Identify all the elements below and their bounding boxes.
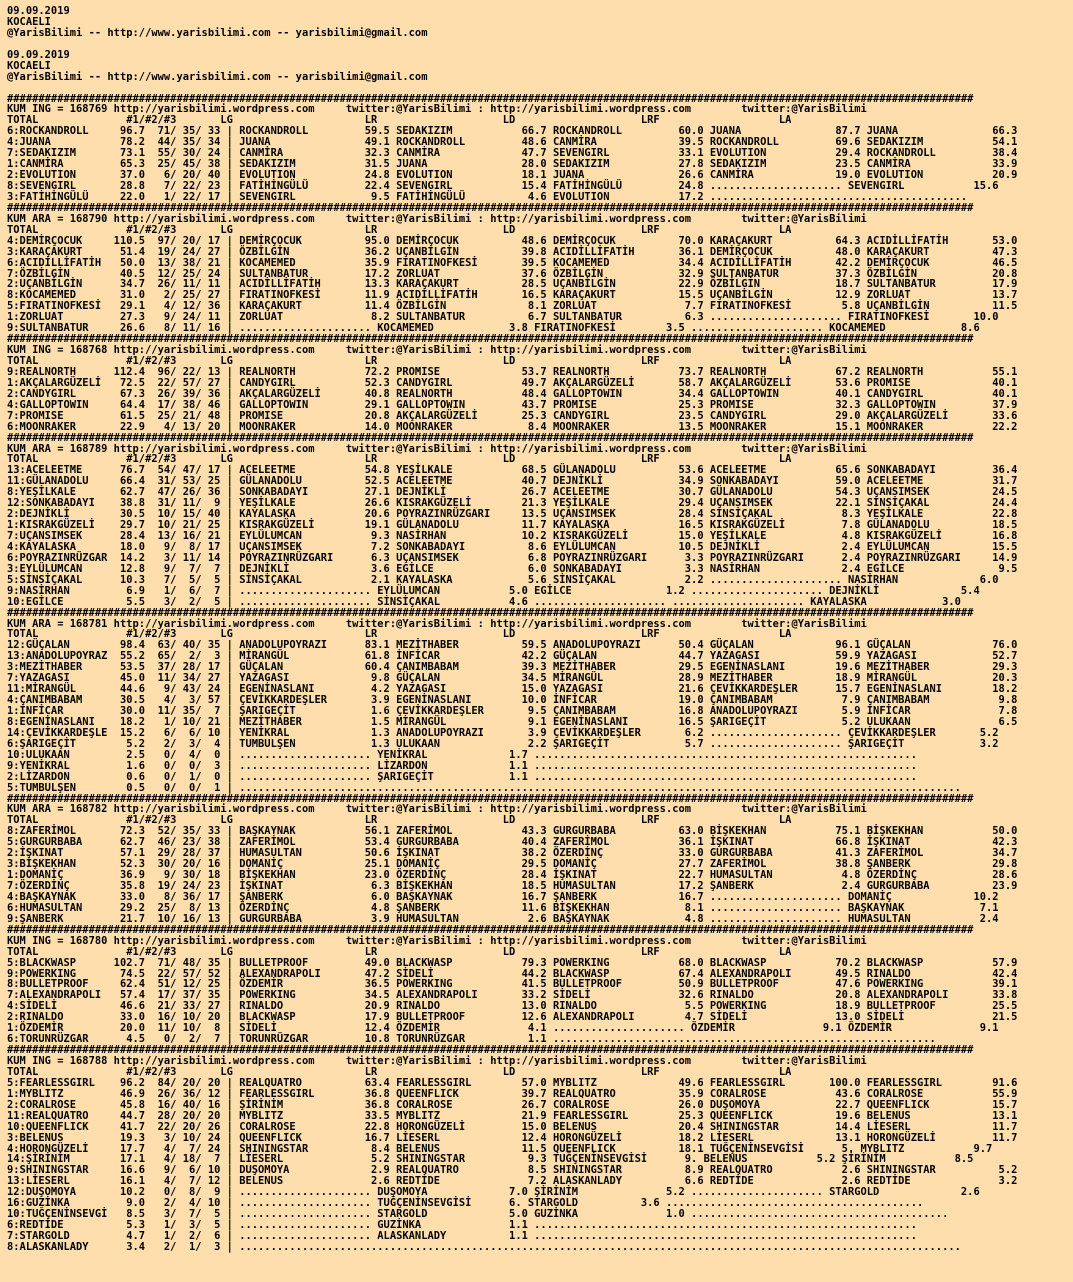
result-row: 3:EYLÜLUMCAN 12.8 9/ 7/ 7 | DEJNİKLİ 3.6 EGİLCE 6.0 SONKABADAYI 3.3 NASİRHAN 2.4 EGİLCE 9.5 [7, 562, 1018, 575]
column-header: TOTAL #1/#2/#3 LG LR LD LRF LA [7, 945, 792, 958]
result-row: 7:YAZAGASI 45.0 11/ 34/ 27 | YAZAGASI 9.8 GÜÇALAN 34.5 MİRANGÜL 28.9 MEZİTHABER 18.9 MİRANGÜL 20.3 [7, 672, 1018, 685]
blank-line [7, 39, 1017, 50]
result-row: 12:GÜÇALAN 98.4 63/ 40/ 35 | ANADOLUPOYRAZI 83.1 MEZİTHABER 59.5 ANADOLUPOYRAZI 50.4 GÜÇALAN 96.1 GÜÇALAN 76.0 [7, 639, 1018, 652]
result-row: 8:EGENİNASLANI 18.2 1/ 10/ 21 | MEZİTHABER 1.5 MİRANGÜL 9.1 EGENİNASLANI 16.5 ŞARIGEÇİT 5.2 ULUKAAN 6.5 [7, 715, 1018, 728]
result-row: 10:TUĞÇENİNSEVGİ 8.5 3/ 7/ 5 | ..................... STARGOLD 5.0 GUZİNKA 1.0 ......................................... [7, 1208, 949, 1221]
result-row: 7:PROMISE 61.5 25/ 21/ 48 | PROMISE 20.8 AKÇALARGÜZELİ 25.3 CANDYGIRL 23.5 CANDYGIRL 29.0 AKÇALARGÜZELİ 33.6 [7, 409, 1018, 422]
result-row: 6:REDTİDE 5.3 1/ 3/ 5 | ..................... GUZİNKA 1.1 ............................................................. [7, 1219, 917, 1232]
result-row: 13:ACELEETME 76.7 54/ 47/ 17 | ACELEETME 54.8 YEŞİLKALE 68.5 GÜLANADOLU 53.6 ACELEETME 65.6 SONKABADAYI 36.4 [7, 464, 1018, 477]
result-row: 2:UÇANBİLGİN 34.7 26/ 11/ 11 | ACIDİLLİFATİH 13.3 KARAÇAKURT 28.5 UÇANBİLGİN 22.9 ÖZBİLGİN 18.7 SULTANBATUR 17.9 [7, 278, 1018, 291]
result-row: 3:MEZİTHABER 53.5 37/ 28/ 17 | GÜÇALAN 60.4 ÇANIMBABAM 39.3 MEZİTHABER 29.5 EGENİNASLANI 19.6 MEZİTHABER 29.3 [7, 661, 1018, 674]
column-header: TOTAL #1/#2/#3 LG LR LD LRF LA [7, 628, 792, 641]
column-header: TOTAL #1/#2/#3 LG LR LD LRF LA [7, 453, 792, 466]
result-row: 7:STARGOLD 4.7 1/ 2/ 6 | ..................... ALASKANLADY 1.1 ............................................................. [7, 1230, 917, 1242]
result-row: 9:ŞANBERK 21.7 10/ 16/ 13 | GURGURBABA 3.9 HUMASULTAN 2.6 BAŞKAYNAK 4.8 ..................... HUMASULTAN 2.4 [7, 912, 999, 925]
result-row: 1:CANMİRA 65.3 25/ 45/ 38 | SEDAKIZIM 31.5 JUANA 28.0 SEDAKIZIM 27.8 SEDAKIZIM 23.5 CANMİRA 33.9 [7, 158, 1018, 171]
result-row: 5:TUMBULŞEN 0.5 0/ 0/ 1 | ................................................................................................................... [7, 781, 961, 794]
result-row: 6:MOONRAKER 22.9 4/ 13/ 20 | MOONRAKER 14.0 MOONRAKER 8.4 MOONRAKER 13.5 MOONRAKER 15.1 MOONRAKER 22.2 [7, 420, 1018, 433]
result-row: 2:LİZARDON 0.6 0/ 1/ 0 | ..................... ŞARIGEÇİT 1.1 ............................................................. [7, 770, 917, 783]
section-divider: ########################################################################################################################################################## [7, 606, 974, 619]
result-row: 5:SİNSİÇAKAL 10.3 7/ 5/ 5 | SİNSİÇAKAL 2.1 KAYALASKA 5.6 SİNSİÇAKAL 2.2 ..................... NASİRHAN 6.0 [7, 573, 999, 586]
result-row: 3:BELENUS 19.3 3/ 10/ 24 | QUEENFLICK 16.7 LİESERL 12.4 HORONGÜZELİ 18.2 LİESERL 13.1 HORONGÜZELİ 11.7 [7, 1131, 1018, 1144]
column-header: TOTAL #1/#2/#3 LG LR LD LRF LA [7, 355, 792, 367]
result-row: 1:İNFİCAR 30.0 11/ 35/ 7 | ŞARIGEÇİT 1.6 ÇEVİKKARDEŞLER 9.5 ÇANIMBABAM 16.8 ANADOLUPOYRAZI 5.9 İNFİCAR 7.8 [7, 705, 1018, 717]
result-row: 7:SEDAKIZIM 73.1 55/ 30/ 24 | CANMİRA 32.3 CANMİRA 47.7 SEVENGIRL 33.1 EVOLUTION 29.4 ROCKANDROLL 38.4 [7, 147, 1018, 160]
result-row: 5:FEARLESSGIRL 96.2 84/ 20/ 20 | REALQUATRO 63.4 FEARLESSGIRL 57.0 MYBLITZ 49.6 FEARLESSGIRL 100.0 FEARLESSGIRL 91.6 [7, 1076, 1018, 1089]
result-row: 7:UÇANSIMSEK 28.4 13/ 16/ 21 | EYLÜLUMCAN 9.3 NASİRHAN 10.2 KISRAKGÜZELİ 15.0 YEŞİLKALE 4.8 KISRAKGÜZELİ 16.8 [7, 530, 1018, 542]
result-row: 10:ULUKAAN 2.5 0/ 4/ 0 | ..................... YENİKRAL 1.7 ............................................................. [7, 748, 917, 761]
result-row: 10:QUEENFLICK 41.7 22/ 20/ 26 | CORALROSE 22.8 HORONGÜZELİ 15.0 BELENUS 20.4 SHININGSTAR 14.4 LİESERL 11.7 [7, 1120, 1018, 1133]
result-row: 2:CANDYGIRL 67.3 26/ 39/ 36 | AKÇALARGÜZELİ 40.8 REALNORTH 48.4 GALLOPTOWIN 34.4 GALLOPTOWIN 40.1 CANDYGIRL 40.1 [7, 387, 1018, 400]
result-row: 2:RINALDO 33.0 16/ 10/ 20 | BLACKWASP 17.9 BULLETPROOF 12.6 ALEXANDRAPOLI 4.7 SİDELİ 13.0 SİDELİ 21.5 [7, 1011, 1018, 1024]
result-row: 5:GURGURBABA 62.7 46/ 23/ 38 | ZAFERİMOL 53.4 GURGURBABA 40.4 ZAFERİMOL 36.1 İŞKINAT 66.8 İŞKINAT 42.3 [7, 836, 1018, 849]
result-row: 9:SULTANBATUR 26.6 8/ 11/ 16 | ..................... KOCAMEMED 3.8 FIRATINOFKESİ 3.5 ..................... KOCAMEMED 8.6 [7, 322, 980, 335]
result-row: 1:MYBLITZ 46.9 26/ 36/ 12 | FEARLESSGIRL 36.8 QUEENFLICK 39.7 REALQUATRO 35.9 CORALROSE 43.6 CORALROSE 55.9 [7, 1087, 1018, 1100]
race-header: KUM ARA = 168782 http://yarisbilimi.wordpress.com twitter:@YarisBilimi : http://yarisbilimi.wordpress.com twitter:@YarisBilimi [7, 803, 867, 816]
result-row: 12:DUŞOMOYA 10.2 0/ 8/ 9 | ..................... DUŞOMOYA 7.0 ŞİRİNİM 5.2 ..................... STARGOLD 2.6 [7, 1186, 980, 1199]
text-line: KOCAELI [7, 59, 51, 72]
section-divider: ########################################################################################################################################################## [7, 333, 974, 346]
column-header: TOTAL #1/#2/#3 LG LR LD LRF LA [7, 1065, 792, 1078]
text-line: 09.09.2019 [7, 48, 70, 61]
text-line: KOCAELI [7, 15, 51, 28]
result-row: 8:BULLETPROOF 62.4 51/ 12/ 25 | ÖZDEMİR 36.5 POWERKING 41.5 BULLETPROOF 50.9 BULLETPROOF 47.6 POWERKING 39.1 [7, 978, 1018, 991]
result-row: 1:ÖZDEMİR 20.0 11/ 10/ 8 | SİDELİ 12.4 ÖZDEMİR 4.1 ..................... ÖZDEMİR 9.1 ÖZDEMİR 9.1 [7, 1022, 999, 1035]
result-row: 8:KOCAMEMED 31.0 2/ 25/ 27 | FIRATINOFKESİ 11.9 ACIDİLLİFATİH 16.5 KARAÇAKURT 15.5 UÇANBİLGİN 12.9 ZORLUAT 13.7 [7, 289, 1018, 302]
result-row: 4:JUANA 78.2 44/ 35/ 34 | JUANA 49.1 ROCKANDROLL 48.6 CANMİRA 39.5 ROCKANDROLL 69.6 SEDAKIZIM 54.1 [7, 136, 1018, 149]
text-line: @YarisBilimi -- http://www.yarisbilimi.com -- yarisbilimi@gmail.com [7, 70, 428, 83]
result-row: 1:AKÇALARGÜZELİ 72.5 22/ 57/ 27 | CANDYGIRL 52.3 CANDYGIRL 49.7 AKÇALARGÜZELİ 58.7 AKÇALARGÜZELİ 53.6 PROMISE 40.1 [7, 376, 1018, 389]
result-row: 12:SONKABADAYI 38.8 31/ 11/ 9 | YEŞİLKALE 26.6 KISRAKGÜZELİ 21.3 YEŞİLKALE 29.4 UÇANSIMSEK 22.1 SİNSİÇAKAL 24.4 [7, 497, 1018, 510]
race-header: KUM ING = 168769 http://yarisbilimi.wordpress.com twitter:@YarisBilimi : http://yarisbilimi.wordpress.com twitter:@YarisBilimi [7, 103, 867, 116]
result-row: 2:İŞKINAT 57.1 29/ 28/ 37 | HUMASULTAN 50.6 İŞKINAT 38.2 ÖZERDİNÇ 33.0 GURGURBABA 41.3 ZAFERİMOL 34.7 [7, 847, 1018, 860]
section-divider: ########################################################################################################################################################## [7, 201, 974, 214]
section-divider: ########################################################################################################################################################## [7, 431, 974, 444]
race-header: KUM ARA = 168781 http://yarisbilimi.wordpress.com twitter:@YarisBilimi : http://yarisbilimi.wordpress.com twitter:@YarisBilimi [7, 617, 867, 630]
result-row: 1:DOMANİÇ 36.9 9/ 30/ 18 | BİŞKEKHAN 23.0 ÖZERDİNÇ 28.4 İŞKINAT 22.7 HUMASULTAN 4.8 ÖZERDİNÇ 28.6 [7, 869, 1018, 882]
result-row: 4:KAYALASKA 18.0 9/ 8/ 17 | UÇANSIMSEK 7.2 SONKABADAYI 8.6 EYLÜLUMCAN 10.5 DEJNİKLİ 2.4 EYLÜLUMCAN 15.5 [7, 540, 1018, 553]
race-report-document [7, 6, 1017, 1253]
race-header: KUM ARA = 168790 http://yarisbilimi.wordpress.com twitter:@YarisBilimi : http://yarisbilimi.wordpress.com twitter:@YarisBilimi [7, 212, 867, 225]
result-row: 13:LİESERL 16.1 4/ 7/ 12 | BELENUS 2.6 REDTİDE 7.2 ALASKANLADY 6.6 REDTİDE 2.6 REDTİDE 3.2 [7, 1175, 1018, 1188]
result-row: 9:SHININGSTAR 16.6 9/ 6/ 10 | DUŞOMOYA 2.9 REALQUATRO 8.5 SHININGSTAR 8.9 REALQUATRO 2.6 SHININGSTAR 5.2 [7, 1164, 1018, 1177]
result-row: 11:REALQUATRO 44.7 28/ 20/ 20 | MYBLITZ 33.5 MYBLITZ 21.9 FEARLESSGIRL 25.3 QUEENFLICK 19.6 BELENUS 13.1 [7, 1109, 1018, 1122]
result-row: 2:CORALROSE 45.8 16/ 40/ 16 | ŞİRİNİM 36.8 CORALROSE 26.7 CORALROSE 26.0 DUŞOMOYA 22.7 QUEENFLICK 15.7 [7, 1098, 1018, 1111]
result-row: 6:HUMASULTAN 29.2 25/ 8/ 13 | ÖZERDİNÇ 4.8 ŞANBERK 11.6 BİŞKEKHAN 8.1 ..................... BAŞKAYNAK 7.1 [7, 901, 999, 914]
result-row: 4:DEMİRÇOCUK 110.5 97/ 20/ 17 | DEMİRÇOCUK 95.0 DEMİRÇOCUK 48.6 DEMİRÇOCUK 70.0 KARAÇAKURT 64.3 ACIDİLLİFATİH 53.0 [7, 234, 1018, 247]
result-row: 7:ÖZBİLGİN 40.5 12/ 25/ 24 | SULTANBATUR 17.2 ZORLUAT 37.6 ÖZBİLGİN 32.9 SULTANBATUR 37.3 ÖZBİLGİN 20.8 [7, 267, 1018, 280]
column-header: TOTAL #1/#2/#3 LG LR LD LRF LA [7, 114, 792, 127]
result-row: 6:POYRAZINRÜZGAR 14.2 3/ 11/ 14 | POYRAZINRÜZGARI 6.3 UÇANSIMSEK 6.8 POYRAZINRÜZGARI 3.3 POYRAZINRÜZGARI 2.4 POYRAZINRÜZGARI 14.9 [7, 551, 1018, 564]
race-header: KUM ING = 168768 http://yarisbilimi.wordpress.com twitter:@YarisBilimi : http://yarisbilimi.wordpress.com twitter:@YarisBilimi [7, 344, 867, 357]
result-row: 9:NASİRHAN 6.9 1/ 6/ 7 | ..................... EYLÜLUMCAN 5.0 EGİLCE 1.2 ..................... DEJNİKLİ 5.4 [7, 584, 980, 597]
result-row: 14:ÇEVİKKARDEŞLE 15.2 6/ 6/ 10 | YENİKRAL 1.3 ANADOLUPOYRAZI 3.9 ÇEVİKKARDEŞLER 6.2 ..................... ÇEVİKKARDEŞLER 5.2 [7, 726, 999, 739]
result-row: 3:BİŞKEKHAN 52.3 30/ 20/ 16 | DOMANİÇ 25.1 DOMANİÇ 29.5 DOMANİÇ 27.7 ZAFERİMOL 38.8 ŞANBERK 29.8 [7, 858, 1018, 871]
race-header: KUM ING = 168780 http://yarisbilimi.wordpress.com twitter:@YarisBilimi : http://yarisbilimi.wordpress.com twitter:@YarisBilimi [7, 934, 867, 947]
result-row: 11:MİRANGÜL 44.6 9/ 43/ 24 | EGENİNASLANI 4.2 YAZAGASI 15.0 YAZAGASI 21.6 ÇEVİKKARDEŞLER 15.7 EGENİNASLANI 18.2 [7, 683, 1018, 696]
blank-line [7, 83, 1017, 94]
result-row: 7:ALEXANDRAPOLI 57.4 17/ 37/ 35 | POWERKING 34.5 ALEXANDRAPOLI 33.2 SİDELİ 32.6 RINALDO 20.8 ALEXANDRAPOLI 33.8 [7, 989, 1018, 1002]
result-row: 14:ŞİRİNİM 17.1 4/ 18/ 7 | LİESERL 5.2 SHININGSTAR 9.3 TUĞÇENİNSEVGİSİ 9. BELENUS 5.2 ŞİRİNİM 8.5 [7, 1153, 974, 1166]
result-row: 3:FATİHİNGÜLÜ 22.0 1/ 22/ 17 | SEVENGIRL 9.5 FATİHİNGÜLÜ 4.6 EVOLUTION 17.2 ......................................... [7, 190, 968, 203]
section-divider: ########################################################################################################################################################## [7, 923, 974, 936]
result-row: 10:EGİLCE 5.5 3/ 2/ 5 | ..................... SİNSİÇAKAL 4.6 ..................... ..................... KAYALASKA 3.0 [7, 595, 961, 608]
result-row: 6:ŞARIGEÇİT 5.2 2/ 3/ 4 | TUMBULŞEN 1.3 ULUKAAN 2.2 ŞARIGEÇİT 5.7 ..................... ŞARIGEÇİT 3.2 [7, 737, 999, 750]
section-divider: ########################################################################################################################################################## [7, 792, 974, 805]
result-row: 7:ÖZERDİNÇ 35.8 19/ 24/ 23 | İŞKINAT 6.3 BİŞKEKHAN 18.5 HUMASULTAN 17.2 ŞANBERK 2.4 GURGURBABA 23.9 [7, 880, 1018, 892]
result-row: 2:DEJNİKLİ 30.5 10/ 15/ 40 | KAYALASKA 20.6 POYRAZINRÜZGARI 13.5 UÇANSIMSEK 28.4 SİNSİÇAKAL 8.3 YEŞİLKALE 22.8 [7, 508, 1018, 521]
race-header: KUM ING = 168788 http://yarisbilimi.wordpress.com twitter:@YarisBilimi : http://yarisbilimi.wordpress.com twitter:@YarisBilimi [7, 1055, 867, 1067]
result-row: 11:GÜLANADOLU 66.4 31/ 53/ 25 | GÜLANADOLU 52.5 ACELEETME 40.7 DEJNİKLİ 34.9 SONKABADAYI 59.0 ACELEETME 31.7 [7, 475, 1018, 488]
result-row: 8:ZAFERİMOL 72.3 52/ 35/ 33 | BAŞKAYNAK 56.1 ZAFERİMOL 43.3 GURGURBABA 63.0 BİŞKEKHAN 75.1 BİŞKEKHAN 50.0 [7, 825, 1018, 838]
result-row: 8:ALASKANLADY 3.4 2/ 1/ 3 | ................................................................................................................... [7, 1240, 961, 1253]
column-header: TOTAL #1/#2/#3 LG LR LD LRF LA [7, 814, 792, 827]
result-row: 9:REALNORTH 112.4 96/ 22/ 13 | REALNORTH 72.2 PROMISE 53.7 REALNORTH 73.7 REALNORTH 67.2 REALNORTH 55.1 [7, 365, 1018, 378]
result-row: 4:SİDELİ 46.6 21/ 33/ 27 | RINALDO 20.9 RINALDO 13.0 RINALDO 5.5 POWERKING 18.9 BULLETPROOF 25.5 [7, 1000, 1018, 1013]
result-row: 5:BLACKWASP 102.7 71/ 48/ 35 | BULLETPROOF 49.0 BLACKWASP 79.3 POWERKING 68.0 BLACKWASP 70.2 BLACKWASP 57.9 [7, 956, 1018, 969]
text-line: 09.09.2019 [7, 5, 70, 17]
result-row: 1:ZORLUAT 27.3 9/ 24/ 11 | ZORLUAT 8.2 SULTANBATUR 6.7 SULTANBATUR 6.3 ..................... FIRATINOFKESİ 10.0 [7, 311, 999, 324]
text-line: @YarisBilimi -- http://www.yarisbilimi.com -- yarisbilimi@gmail.com [7, 26, 428, 39]
column-header: TOTAL #1/#2/#3 LG LR LD LRF LA [7, 223, 792, 236]
result-row: 1:KISRAKGÜZELİ 29.7 10/ 21/ 25 | KISRAKGÜZELİ 19.1 GÜLANADOLU 11.7 KAYALASKA 16.5 KISRAKGÜZELİ 7.8 GÜLANADOLU 18.5 [7, 519, 1018, 532]
section-divider: ########################################################################################################################################################## [7, 92, 974, 105]
result-row: 4:BAŞKAYNAK 33.0 8/ 36/ 17 | ŞANBERK 6.0 BAŞKAYNAK 16.7 ŞANBERK 16.7 ..................... DOMANİÇ 10.2 [7, 890, 999, 903]
result-row: 3:KARAÇAKURT 51.4 19/ 24/ 27 | ÖZBİLGİN 36.2 UÇANBİLGİN 39.8 ACIDİLLİFATİH 36.1 DEMİRÇOCUK 48.0 KARAÇAKURT 47.3 [7, 245, 1018, 258]
result-row: 9:YENİKRAL 1.6 0/ 0/ 3 | ..................... LİZARDON 1.1 ............................................................. [7, 759, 917, 772]
race-header: KUM ARA = 168789 http://yarisbilimi.wordpress.com twitter:@YarisBilimi : http://yarisbilimi.wordpress.com twitter:@YarisBilimi [7, 442, 867, 455]
result-row: 4:GALLOPTOWIN 64.4 17/ 38/ 46 | GALLOPTOWIN 29.1 GALLOPTOWIN 43.7 PROMISE 25.3 PROMISE 32.3 GALLOPTOWIN 37.9 [7, 398, 1018, 411]
result-row: 6:ACIDİLLİFATİH 50.0 13/ 38/ 21 | KOCAMEMED 35.9 FIRATINOFKESİ 39.5 KOCAMEMED 34.4 ACIDİLLİFATİH 42.2 DEMİRÇOCUK 46.5 [7, 256, 1018, 269]
result-row: 8:YEŞİLKALE 62.7 47/ 26/ 36 | SONKABADAYI 27.1 DEJNİKLİ 26.7 ACELEETME 30.7 GÜLANADOLU 54.3 UÇANSIMSEK 24.5 [7, 486, 1018, 499]
result-row: 16:GUZİNKA 9.0 2/ 4/ 10 | ..................... TUĞÇENİNSEVGİSİ 6. STARGOLD 3.6 ......................................... [7, 1197, 924, 1210]
result-row: 2:EVOLUTION 37.0 6/ 20/ 40 | EVOLUTION 24.8 EVOLUTION 18.1 JUANA 26.6 CANMİRA 19.0 EVOLUTION 20.9 [7, 169, 1018, 182]
result-row: 9:POWERKING 74.5 22/ 57/ 52 | ALEXANDRAPOLI 47.2 SİDELİ 44.2 BLACKWASP 67.4 ALEXANDRAPOLI 49.5 RINALDO 42.4 [7, 967, 1018, 980]
result-row: 6:TORUNRÜZGAR 4.5 0/ 2/ 7 | TORUNRÜZGAR 10.8 TORUNRÜZGAR 1.1 ............................................................. [7, 1033, 936, 1046]
result-row: 4:HORONGÜZELİ 17.7 4/ 7/ 24 | SHININGSTAR 8.4 BELENUS 11.5 QUEENFLICK 18.1 TUĞÇENİNSEVGİSİ 5. MYBLITZ 9.7 [7, 1142, 993, 1155]
result-row: 4:ÇANIMBABAM 30.5 4/ 3/ 57 | ÇEVİKKARDEŞLER 3.9 EGENİNASLANI 10.0 İNFİCAR 19.0 ÇANIMBABAM 7.9 ÇANIMBABAM 9.8 [7, 694, 1018, 707]
result-row: 5:FIRATINOFKESİ 29.1 4/ 12/ 36 | KARAÇAKURT 11.4 ÖZBİLGİN 8.1 ZORLUAT 7.7 FIRATINOFKESİ 5.8 UÇANBİLGİN 11.5 [7, 300, 1018, 313]
result-row: 13:ANADOLUPOYRAZ 55.2 65/ 2/ 3 | MİRANGÜL 61.8 İNFİCAR 42.2 GÜÇALAN 44.7 YAZAGASI 59.9 YAZAGASI 52.7 [7, 650, 1018, 663]
section-divider: ########################################################################################################################################################## [7, 1044, 974, 1057]
result-row: 8:SEVENGIRL 28.8 7/ 22/ 23 | FATİHİNGÜLÜ 22.4 SEVENGIRL 15.4 FATİHİNGÜLÜ 24.8 ..................... SEVENGIRL 15.6 [7, 180, 999, 192]
result-row: 6:ROCKANDROLL 96.7 71/ 35/ 33 | ROCKANDROLL 59.5 SEDAKIZIM 66.7 ROCKANDROLL 60.0 JUANA 87.7 JUANA 66.3 [7, 125, 1018, 138]
